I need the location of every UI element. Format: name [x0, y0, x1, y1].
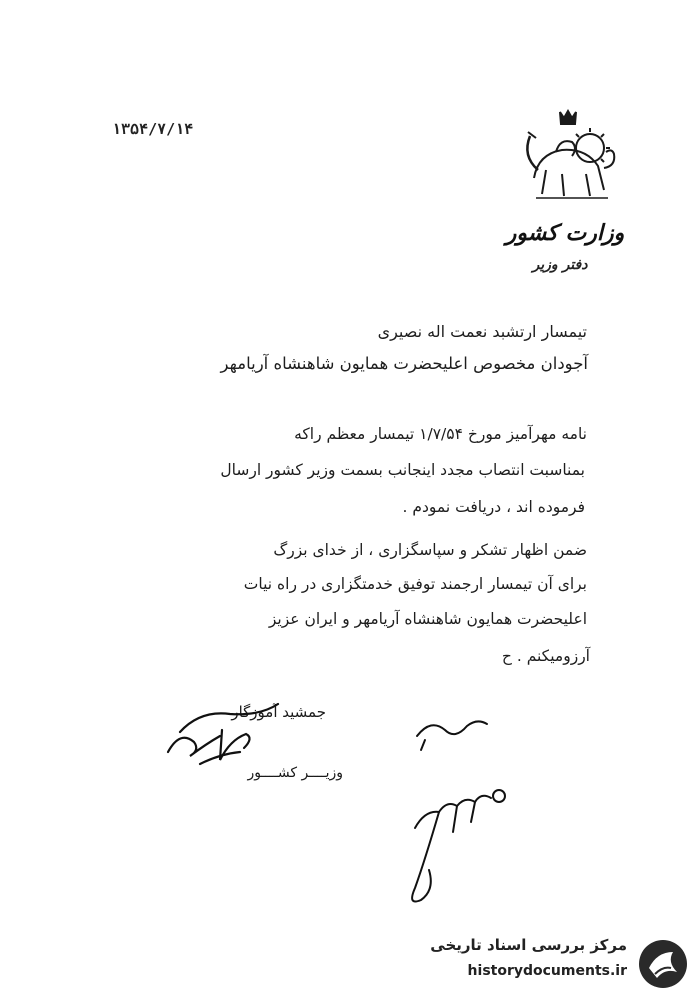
body-line: فرموده اند ، دریافت نمودم . [402, 498, 585, 516]
addressee-line-1: تیمسار ارتشبد نعمت اله نصیری [377, 322, 587, 341]
body-line: آرزومیکنم . ح [501, 647, 590, 665]
archive-name: مرکز بررسی اسناد تاریخی [430, 936, 627, 954]
handwritten-margin-note [395, 700, 535, 910]
lion-and-sun-emblem [516, 108, 620, 204]
archive-watermark [410, 936, 695, 996]
body-line: ضمن اظهار تشکر و سپاسگزاری ، از خدای بزرگ [273, 541, 587, 559]
signatory-title: وزیــــر کشــــور [247, 765, 343, 781]
addressee-line-2: آجودان مخصوص اعلیحضرت همایون شاهنشاه آریامهر [220, 354, 588, 373]
body-line: نامه مهرآمیز مورخ ۱/۷/۵۴ تیمسار معظم راکه [294, 425, 587, 443]
archive-url: historydocuments.ir [467, 963, 627, 979]
letter-date: ۱۳۵۴/۷/۱۴ [112, 120, 194, 138]
office-subtitle: دفتر وزیر [532, 257, 588, 273]
ministry-title: وزارت کشور [505, 220, 625, 246]
body-line: اعلیحضرت همایون شاهنشاه آریامهر و ایران عزیز [268, 610, 587, 628]
body-line: برای آن تیمسار ارجمند توفیق خدمتگزاری در راه نیات [243, 575, 587, 593]
body-line: بمناسبت انتصاب مجدد اینجانب بسمت وزیر کشور ارسال [220, 461, 585, 479]
archive-logo-icon [637, 938, 689, 990]
signatory-name: جمشید آموزگار [231, 703, 326, 721]
